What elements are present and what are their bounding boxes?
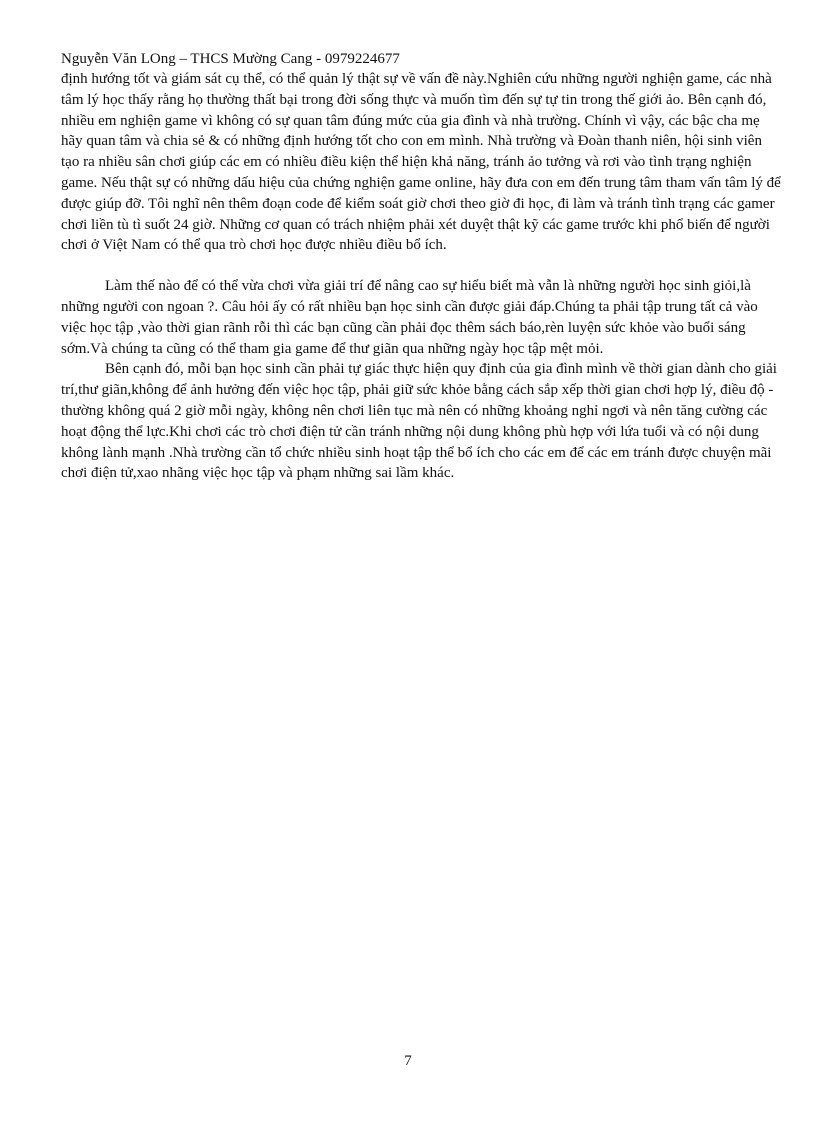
paragraph-self-discipline: Bên cạnh đó, mỗi bạn học sinh cần phải tự giác thực hiện quy định của gia đình mình về thời gian dành cho giải trí,thư giãn,không để ảnh hưởng đến việc học tập, phải giữ sức khỏe bằng cách sắp xếp thời gian chơi hợp lý, điều độ - thường không quá 2 giờ mỗi ngày, không nên chơi liên tục mà nên có những khoảng nghỉ ngơi và nên tăng cường các hoạt động thể lực.Khi chơi các trò chơi điện tử cần tránh những nội dung không phù hợp với lứa tuổi và có nội dung không lành mạnh .Nhà trường cần tổ chức nhiều sinh hoạt tập thể bổ ích cho các em để các em tránh được chuyện mãi chơi điện tử,xao nhãng việc học tập và phạm những sai lầm khác. [61, 361, 777, 482]
document-page [61, 50, 783, 484]
paragraph-study-and-play: Làm thế nào để có thể vừa chơi vừa giải trí để nâng cao sự hiểu biết mà vẫn là những người học sinh giỏi,là những người con ngoan ?. Câu hỏi ấy có rất nhiều bạn học sinh cần được giải đáp.Chúng ta phải tập trung tất cả vào việc học tập ,vào thời gian rãnh rỗi thì các bạn cũng cần phải đọc thêm sách báo,rèn luyện sức khỏe vào buổi sáng sớm.Và chúng ta cũng có thể tham gia game để thư giãn qua những ngày học tập mệt mỏi. [61, 278, 758, 357]
paragraph-game-addiction: định hướng tốt và giám sát cụ thể, có thể quản lý thật sự về vấn đề này.Nghiên cứu những người nghiện game, các nhà tâm lý học thấy rằng họ thường thất bại trong đời sống thực và muốn tìm đến sự tự tin trong thế giới ảo. Bên cạnh đó, nhiều em nghiện game vì không có sự quan tâm đúng mức của gia đình và nhà trường. Chính vì vậy, các bậc cha mẹ hãy quan tâm và chia sẻ & có những định hướng tốt cho con em mình. Nhà trường và Đoàn thanh niên, hội sinh viên tạo ra nhiều sân chơi giúp các em có nhiều điều kiện thể hiện khả năng, tránh ảo tưởng và rơi vào tình trạng nghiện game. Nếu thật sự có những dấu hiệu của chứng nghiện game online, hãy đưa con em đến trung tâm tham vấn tâm lý để được giúp đỡ. Tôi nghĩ nên thêm đoạn code để kiểm soát giờ chơi theo giờ đi học, đi làm và tránh tình trạng các gamer chơi liền tù tì suốt 24 giờ. Những cơ quan có trách nhiệm phải xét duyệt thật kỹ các game trước khi phổ biến để người chơi ở Việt Nam có thể qua trò chơi học được nhiều điều bổ ích. [61, 71, 781, 254]
page-header: Nguyễn Văn LOng – THCS Mường Cang - 0979224677 [61, 51, 400, 67]
page-number: 7 [404, 1053, 412, 1069]
paragraph-gap [61, 256, 783, 276]
